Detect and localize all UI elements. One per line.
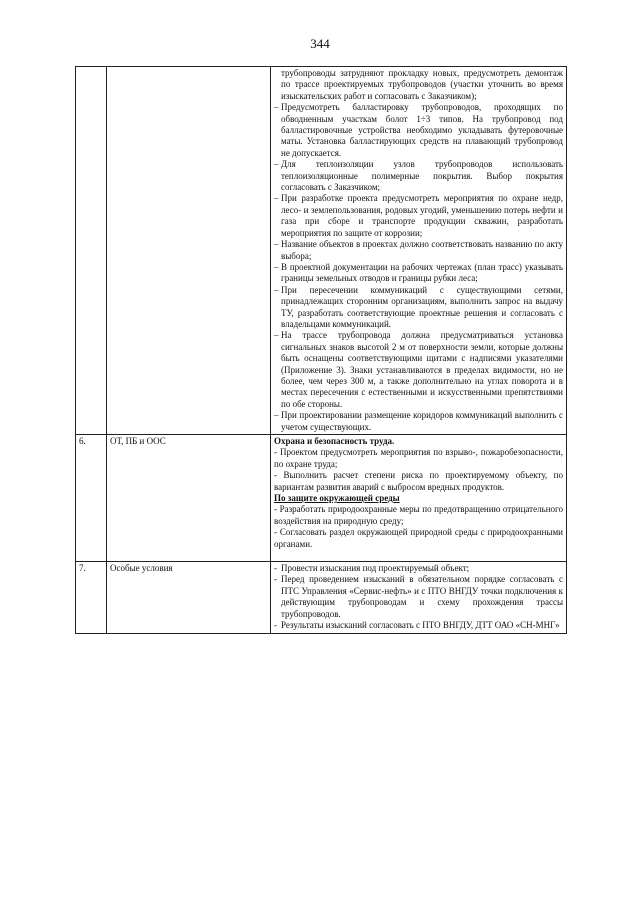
section-heading: По защите окружающей среды: [274, 493, 400, 504]
page-number: 344: [310, 36, 330, 51]
table-row-7: [76, 562, 567, 633]
cell-number: [76, 67, 107, 435]
list-item: - Перед проведением изысканий в обязательном порядке согласовать с ПТС Управления «Сервис-нефть» и с ПТО ВНГДУ точки подключения к действующим трубопроводам и схему прохождения трассы трубопроводов.: [274, 574, 563, 619]
list-item: - Выполнить расчет степени риска по проектируемому объекту, по вариантам развития аварий с выбросом вредных продуктов.: [274, 470, 563, 492]
list-item: трубопроводы затрудняют прокладку новых, предусмотреть демонтаж по трассе проектируемых трубопроводов (участки уточнить во время изыскательских работ и согласовать с Заказчиком);: [281, 68, 563, 101]
cell-requirements: [271, 67, 567, 435]
list-item: - Проектом предусмотреть мероприятия по взрыво-, пожаробезопасности, по охране труда;: [274, 447, 563, 469]
list-item: – При проектировании размещение коридоров коммуникаций выполнить с учетом существующих.: [274, 410, 563, 432]
list-item: – При пересечении коммуникаций с существующими сетями, принадлежащих сторонним организациям, выполнить запрос на выдачу ТУ, разработать соответствующие проектные решения и согласовать с владельцами коммуникаций.: [274, 284, 563, 329]
list-item: - Провести изыскания под проектируемый объект;: [274, 563, 470, 574]
cell-name: Особые условия: [107, 562, 271, 633]
cell-name: ОТ, ПБ и ООС: [107, 435, 271, 562]
table-row-continued: [76, 67, 567, 435]
list-item: - Результаты изысканий согласовать с ПТО ВНГДУ, ДТТ ОАО «СН-МНГ»: [274, 620, 560, 631]
list-item: – Предусмотреть балластировку трубопроводов, проходящих по обводненным участкам болот 1÷3 типов. На трубопровод под балластировочные устройства необходимо укладывать футеровочные маты. Установка балластирующих средств на плавающий трубопровод не допускается.: [274, 102, 563, 158]
list-item: - Разработать природоохранные меры по предотвращению отрицательного воздействия на природную среду;: [274, 504, 563, 526]
cell-number: 7.: [76, 562, 107, 633]
cell-requirements: [271, 562, 567, 633]
list-item: – Для теплоизоляции узлов трубопроводов использовать теплоизоляционные полимерные покрытия. Выбор покрытия согласовать с Заказчиком;: [274, 159, 563, 193]
requirements-table: [75, 66, 567, 634]
section-heading: Охрана и безопасность труда.: [274, 436, 395, 446]
list-item: – При разработке проекта предусмотреть мероприятия по охране недр, лесо- и землепользования, родовых угодий, уменьшению потерь нефти и газа при сборе и транспорте продукции скважин, разработать мероприятия по защите от коррозии;: [274, 193, 563, 238]
cell-requirements: [271, 435, 567, 562]
list-item: – Название объектов в проектах должно соответствовать названию по акту выбора;: [274, 239, 563, 261]
list-item: – В проектной документации на рабочих чертежах (план трасс) указывать границы земельных отводов и границы рубки леса;: [274, 261, 563, 284]
list-item: - Согласовать раздел окружающей природной среды с природоохранными органами.: [274, 527, 563, 549]
cell-name: [107, 67, 271, 435]
table-row-6: [76, 435, 567, 562]
list-item: – На трассе трубопровода должна предусматриваться установка сигнальных знаков высотой 2 м от поверхности земли, которые должны быть оснащены соответствующими щитами с надписями указателями (Приложение 3). Знаки устанавливаются в пределах видимости, но не более, чем через 300 м, а также дополнительно на углах поворота и в местах пересечения с естественными и искусственными препятствиями по обе стороны.: [274, 330, 563, 409]
cell-number: 6.: [76, 435, 107, 562]
